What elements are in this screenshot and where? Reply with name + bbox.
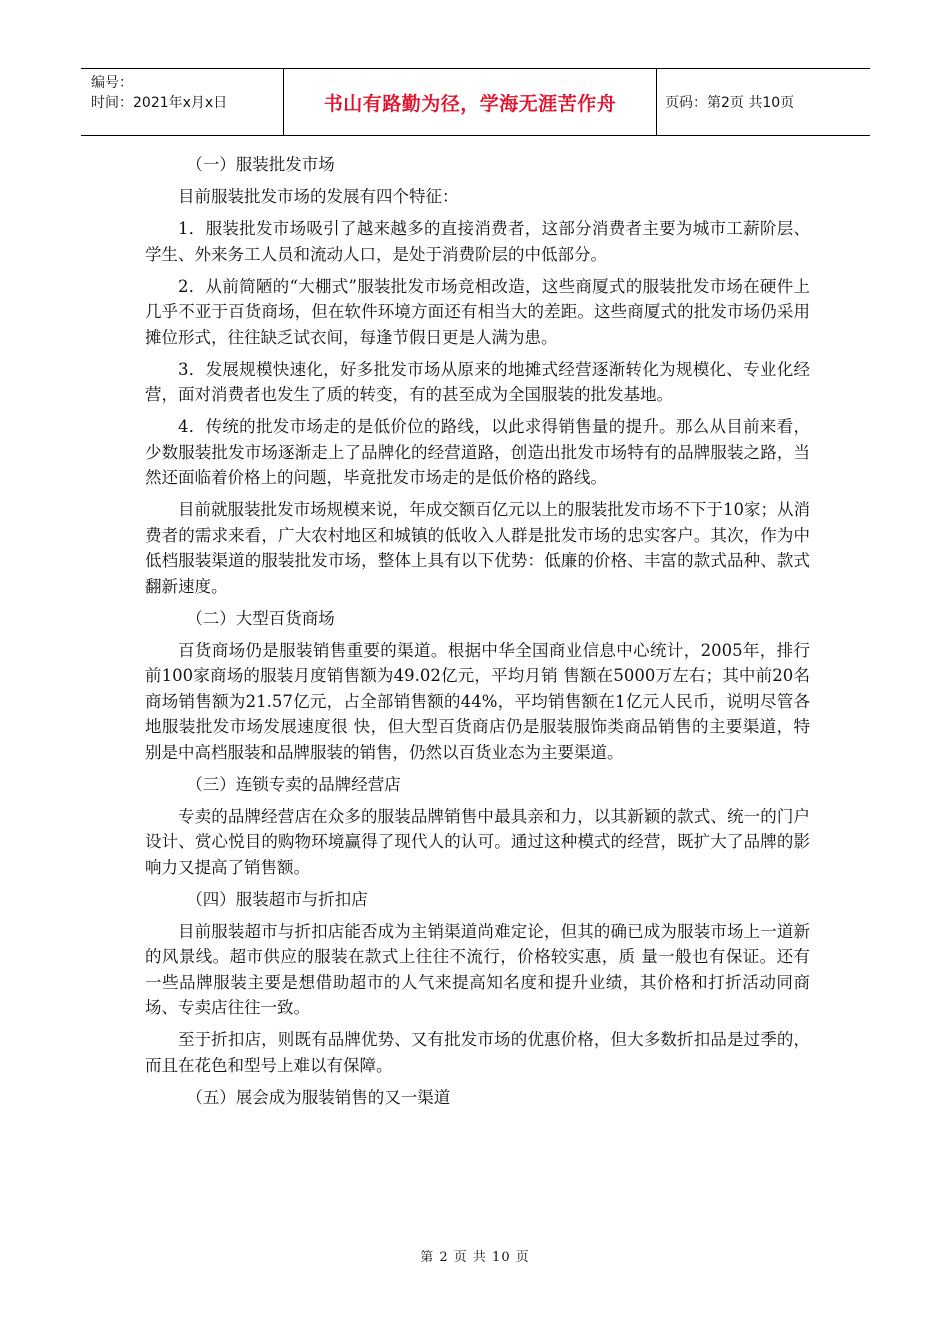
section-heading-supermarket-discount: （四）服装超市与折扣店 (186, 889, 368, 909)
list-item-paragraph: 1．服装批发市场吸引了越来越多的直接消费者，这部分消费者主要为城市工薪阶层、学生、外来务工人员和流动人口，是处于消费阶层的中低部分。 (145, 219, 810, 264)
list-item-paragraph: 2．从前简陋的“大棚式”服装批发市场竞相改造，这些商厦式的服装批发市场在硬件上几乎不亚于百货商场，但在软件环境方面还有相当大的差距。这些商厦式的批发市场仍采用摊位形式，往往缺乏试衣间，每逢节假日更是人满为患。 (145, 276, 810, 347)
page-footer: 第 2 页 共 10 页 (420, 1250, 530, 1265)
section-heading-department-store: （二）大型百货商场 (186, 608, 335, 628)
header-page-info: 页码：第2页 共10页 (665, 95, 795, 111)
body-paragraph: 目前就服装批发市场规模来说，年成交额百亿元以上的服装批发市场不下于10家；从消费者的需求来看，广大农村地区和城镇的低收入人群是批发市场的忠实客户。其次，作为中低档服装渠道的服装批发市场，整体上具有以下优势：低廉的价格、丰富的款式品种、款式翻新速度。 (145, 500, 810, 596)
section-heading-wholesale-market: （一）服装批发市场 (186, 155, 335, 174)
section-heading-exhibition: （五）展会成为服装销售的又一渠道 (186, 1087, 451, 1107)
header-table (81, 68, 870, 136)
section-heading-chain-store: （三）连锁专卖的品牌经营店 (186, 774, 401, 794)
body-paragraph: 目前服装超市与折扣店能否成为主销渠道尚难定论，但其的确已成为服装市场上一道新的风景线。超市供应的服装在款式上往往不流行，价格较实惠，质 量一般也有保证。还有一些品牌服装主要是想借助超市的人气来提高知名度和提升业绩，其价格和打折活动同商场、专卖店往往一致。 (145, 921, 810, 1017)
document-body (145, 152, 810, 1117)
document-number-label: 编号： (91, 75, 133, 91)
header-motto-cell (284, 69, 657, 135)
body-paragraph: 百货商场仍是服装销售重要的渠道。根据中华全国商业信息中心统计，2005年，排行前100家商场的服装月度销售额为49.02亿元，平均月销 售额在5000万左右；其中前20名商场销售额为21.57亿元，占全部销售额的44%，平均销售额在1亿元人民币，说明尽管各地服装批发市场发展速度很 快，但大型百货商店仍是服装服饰类商品销售的主要渠道，特别是中高档服装和品牌服装的销售，仍然以百货业态为主要渠道。 (145, 640, 810, 762)
body-paragraph: 专卖的品牌经营店在众多的服装品牌销售中最具亲和力，以其新颖的款式、统一的门户设计、赏心悦目的购物环境赢得了现代人的认可。通过这种模式的经营，既扩大了品牌的影响力又提高了销售额。 (145, 806, 810, 877)
list-item-paragraph: 4．传统的批发市场走的是低价位的路线，以此求得销售量的提升。那么从目前来看，少数服装批发市场逐渐走上了品牌化的经营道路，创造出批发市场特有的品牌服装之路，当然还面临着价格上的问题，毕竟批发市场走的是低价格的路线。 (145, 417, 810, 487)
header-motto: 书山有路勤为径，学海无涯苦作舟 (323, 92, 617, 115)
header-page-cell (657, 69, 870, 135)
list-item-paragraph: 3．发展规模快速化，好多批发市场从原来的地摊式经营逐渐转化为规模化、专业化经营，面对消费者也发生了质的转变，有的甚至成为全国服装的批发基地。 (145, 359, 810, 404)
document-time-label: 时间：2021年x月x日 (91, 95, 228, 111)
header-meta-cell (81, 69, 284, 135)
body-paragraph: 目前服装批发市场的发展有四个特征： (178, 187, 459, 206)
body-paragraph: 至于折扣店，则既有品牌优势、又有批发市场的优惠价格，但大多数折扣品是过季的，而且在花色和型号上难以有保障。 (145, 1030, 810, 1075)
